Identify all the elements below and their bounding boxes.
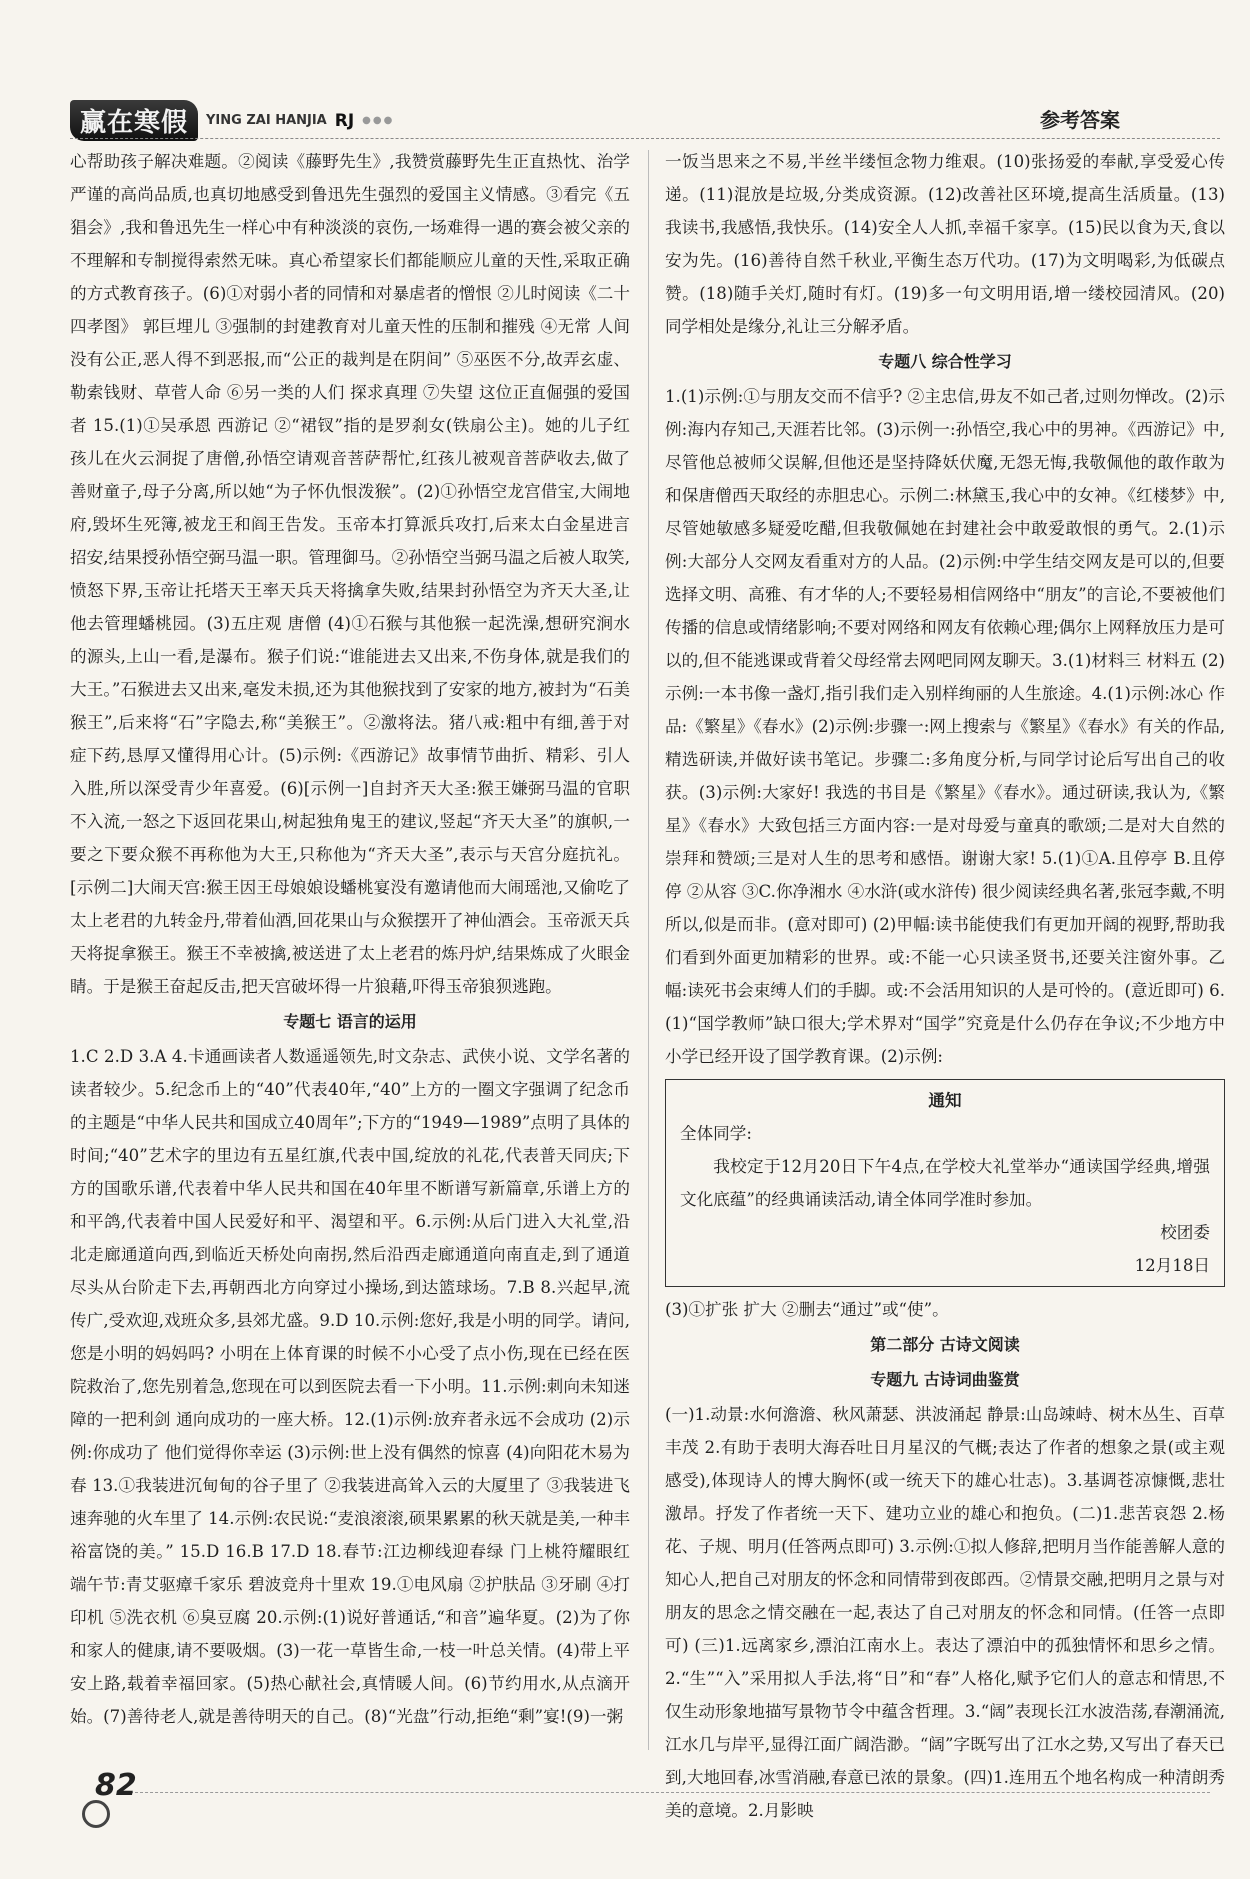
header-rule bbox=[70, 138, 1220, 139]
section-heading: 专题九 古诗词曲鉴赏 bbox=[870, 1370, 1020, 1389]
paragraph: (3)①扩张 扩大 ②删去“通过”或“使”。 bbox=[665, 1300, 949, 1319]
notice-signer: 校团委 bbox=[1160, 1223, 1210, 1242]
paragraph: 心帮助孩子解决难题。②阅读《藤野先生》,我赞赏藤野先生正直热忱、治学严谨的高尚品质,也真切地感受到鲁迅先生强烈的爱国主义情感。③看完《五猖会》,我和鲁迅先生一样心中有种淡淡的哀伤,一场难得一遇的赛会被父亲的不理解和专制搅得索然无味。真心希望家长们都能顺应儿童的天性,采取正确的方式教育孩子。(6)①对弱小者的同情和对暴虐者的憎恨 ②儿时阅读《二十四孝图》 郭巨埋儿 ③强制的封建教育对儿童天性的压制和摧残 ④无常 人间没有公正,恶人得不到恶报,而“公正的裁判是在阴间” ⑤巫医不分,故弄玄虚、勒索钱财、草菅人命 ⑥另一类的人们 探求真理 ⑦失望 这位正直倔强的爱国者 15.(1)①吴承恩 西游记 ②“裙钗”指的是罗刹女(铁扇公主)。她的儿子红孩儿在火云洞捉了唐僧,孙悟空请观音菩萨帮忙,红孩儿被观音菩萨收去,做了善财童子,母子分离,所以她“为子怀仇恨泼猴”。(2)①孙悟空龙宫借宝,大闹地府,毁坏生死簿,被龙王和阎王告发。玉帝本打算派兵攻打,后来太白金星进言招安,结果授孙悟空弼马温一职。管理御马。②孙悟空当弼马温之后被人取笑,愤怒下界,玉帝让托塔天王率天兵天将擒拿失败,结果封孙悟空为齐天大圣,让他去管理蟠桃园。(3)五庄观 唐僧 (4)①石猴与其他猴一起洗澡,想研究涧水的源头,上山一看,是瀑布。猴子们说:“谁能进去又出来,不伤身体,就是我们的大王。”石猴进去又出来,毫发未损,还为其他猴找到了安家的地方,被封为“石美猴王”,后来将“石”字隐去,称“美猴王”。②激将法。猪八戒:粗中有细,善于对症下药,恳厚又懂得用心计。(5)示例:《西游记》故事情节曲折、精彩、引人入胜,所以深受青少年喜爱。(6)[示例一]自封齐天大圣:猴王嫌弼马温的官职不入流,一怒之下返回花果山,树起独角鬼王的建议,竖起“齐天大圣”的旗帜,一要之下要众猴不再称他为大王,只称他为“齐天大圣”,表示与天宫分庭抗礼。[示例二]大闹天宫:猴王因王母娘娘设蟠桃宴没有邀请他而大闹瑶池,又偷吃了太上老君的九转金丹,带着仙酒,回花果山与众猴摆开了神仙酒会。玉帝派天兵天将捉拿猴王。猴王不幸被擒,被送进了太上老君的炼丹炉,结果炼成了火眼金睛。于是猴王奋起反击,把天宫破坏得一片狼藉,吓得玉帝狼狈逃跑。 bbox=[70, 152, 630, 996]
section-heading: 专题七 语言的运用 bbox=[283, 1012, 417, 1031]
notice-date: 12月18日 bbox=[1134, 1256, 1210, 1275]
page-header bbox=[70, 100, 1220, 140]
paragraph: 一饭当思来之不易,半丝半缕恒念物力维艰。(10)张扬爱的奉献,享受爱心传递。(11)混放是垃圾,分类成资源。(12)改善社区环境,提高生活质量。(13)我读书,我感悟,我快乐。(14)安全人人抓,幸福千家享。(15)民以食为天,食以安为先。(16)善待自然千秋业,平衡生态万代功。(17)为文明喝彩,为低碳点赞。(18)随手关灯,随时有灯。(19)多一句文明用语,增一缕校园清风。(20)同学相处是缘分,礼让三分解矛盾。 bbox=[665, 152, 1225, 336]
notice-body: 我校定于12月20日下午4点,在学校大礼堂举办“通读国学经典,增强文化底蕴”的经典诵读活动,请全体同学准时参加。 bbox=[680, 1157, 1210, 1209]
brand-logo bbox=[70, 100, 394, 141]
footer-rule bbox=[130, 1792, 1210, 1793]
page-number: 82 bbox=[95, 1768, 137, 1803]
column-divider bbox=[648, 150, 649, 1750]
logo-pinyin: YING ZAI HANJIA bbox=[206, 113, 327, 128]
paragraph: 1.(1)示例:①与朋友交而不信乎? ②主忠信,毋友不如己者,过则勿惮改。(2)示例:海内存知己,天涯若比邻。(3)示例一:孙悟空,我心中的男神。《西游记》中,尽管他总被师父误解,但他还是坚持降妖伏魔,无怨无悔,我敬佩他的敢作敢为和保唐僧西天取经的赤胆忠心。示例二:林黛玉,我心中的女神。《红楼梦》中,尽管她敏感多疑爱吃醋,但我敬佩她在封建社会中敢爱敢恨的勇气。2.(1)示例:大部分人交网友看重对方的人品。(2)示例:中学生结交网友是可以的,但要选择文明、高雅、有才华的人;不要轻易相信网络中“朋友”的言论,不要被他们传播的信息或情绪影响;不要对网络和网友有依赖心理;偶尔上网释放压力是可以的,但不能逃课或背着父母经常去网吧同网友聊天。3.(1)材料三 材料五 (2)示例:一本书像一盏灯,指引我们走入别样绚丽的人生旅途。4.(1)示例:冰心 作品:《繁星》《春水》(2)示例:步骤一:网上搜索与《繁星》《春水》有关的作品,精选研读,并做好读书笔记。步骤二:多角度分析,与同学讨论后写出自己的收获。(3)示例:大家好! 我选的书目是《繁星》《春水》。通过研读,我认为,《繁星》《春水》大致包括三方面内容:一是对母爱与童真的歌颂;二是对大自然的崇拜和赞颂;三是对人生的思考和感悟。谢谢大家! 5.(1)①A.且停亭 B.且停停 ②从容 ③C.你净湘水 ④水浒(或水浒传) 很少阅读经典名著,张冠李戴,不明所以,似是而非。(意对即可) (2)甲幅:读书能使我们有更加开阔的视野,帮助我们看到外面更加精彩的世界。或:不能一心只读圣贤书,还要关注窗外事。乙幅:读死书会束缚人们的手脚。或:不会活用知识的人是可怜的。(意近即可) 6.(1)“国学教师”缺口很大;学术界对“国学”究竟是什么仍存在争议;不少地方中小学已经开设了国学教育课。(2)示例: bbox=[665, 387, 1225, 1066]
notice-title: 通知 bbox=[928, 1091, 962, 1110]
notice-box bbox=[665, 1079, 1225, 1287]
part-heading: 第二部分 古诗文阅读 bbox=[870, 1335, 1020, 1354]
magnifier-icon bbox=[82, 1800, 110, 1828]
section-title: 参考答案 bbox=[1040, 108, 1120, 132]
dots-icon: ●●● bbox=[362, 115, 395, 126]
paragraph: (一)1.动景:水何澹澹、秋风萧瑟、洪波涌起 静景:山岛竦峙、树木丛生、百草丰茂 2.有助于表明大海吞吐日月星汉的气概;表达了作者的想象之景(或主观感受),体现诗人的博大胸怀(或一统天下的雄心壮志)。3.基调苍凉慷慨,悲壮激昂。抒发了作者统一天下、建功立业的雄心和抱负。(二)1.悲苦哀怨 2.杨花、子规、明月(任答两点即可) 3.示例:①拟人修辞,把明月当作能善解人意的知心人,把自己对朋友的怀念和同情带到夜郎西。②情景交融,把明月之景与对朋友的思念之情交融在一起,表达了自己对朋友的怀念和同情。(任答一点即可) (三)1.远离家乡,漂泊江南水上。表达了漂泊中的孤独情怀和思乡之情。2.“生”“入”采用拟人手法,将“日”和“春”人格化,赋予它们人的意志和情思,不仅生动形象地描写景物节令中蕴含哲理。3.“阔”表现长江水波浩荡,春潮涌流,江水几与岸平,显得江面广阔浩渺。“阔”字既写出了江水之势,又写出了春天已到,大地回春,冰雪消融,春意已浓的景象。(四)1.连用五个地名构成一种清朗秀美的意境。2.月影映 bbox=[665, 1405, 1225, 1820]
right-column bbox=[665, 145, 1225, 1827]
section-heading: 专题八 综合性学习 bbox=[878, 352, 1012, 371]
edition-code: RJ bbox=[334, 110, 355, 131]
left-column bbox=[70, 145, 630, 1733]
notice-greeting: 全体同学: bbox=[680, 1124, 752, 1143]
paragraph: 1.C 2.D 3.A 4.卡通画读者人数遥遥领先,时文杂志、武侠小说、文学名著的读者较少。5.纪念币上的“40”代表40年,“40”上方的一圈文字强调了纪念币的主题是“中华人民共和国成立40周年”;下方的“1949—1989”点明了具体的时间;“40”艺术字的里边有五星红旗,代表中国,绽放的礼花,代表普天同庆;下方的国歌乐谱,代表着中华人民共和国在40年里不断谱写新篇章,乐谱上方的和平鸽,代表着中国人民爱好和平、渴望和平。6.示例:从后门进入大礼堂,沿北走廊通道向西,到临近天桥处向南拐,然后沿西走廊通道向南直走,到了通道尽头从台阶走下去,再朝西北方向穿过小操场,到达篮球场。7.B 8.兴起早,流传广,受欢迎,戏班众多,县郊尤盛。9.D 10.示例:您好,我是小明的同学。请问,您是小明的妈妈吗? 小明在上体育课的时候不小心受了点小伤,现在已经在医院救治了,您先别着急,您现在可以到医院去看一下小明。11.示例:刺向未知迷障的一把利剑 通向成功的一座大桥。12.(1)示例:放弃者永远不会成功 (2)示例:你成功了 他们觉得你幸运 (3)示例:世上没有偶然的惊喜 (4)向阳花木易为春 13.①我装进沉甸甸的谷子里了 ②我装进高耸入云的大厦里了 ③我装进飞速奔驰的火车里了 14.示例:农民说:“麦浪滚滚,硕果累累的秋天就是美,一种丰裕富饶的美。” 15.D 16.B 17.D 18.春节:江边柳线迎春绿 门上桃符耀眼红 端午节:青艾驱瘴千家乐 碧波竞舟十里欢 19.①电风扇 ②护肤品 ③牙刷 ④打印机 ⑤洗衣机 ⑥臭豆腐 20.示例:(1)说好普通话,“和音”遍华夏。(2)为了你和家人的健康,请不要吸烟。(3)一花一草皆生命,一枝一叶总关情。(4)带上平安上路,载着幸福回家。(5)热心献社会,真情暖人间。(6)节约用水,从点滴开始。(7)善待老人,就是善待明天的自己。(8)“光盘”行动,拒绝“剩”宴!(9)一粥 bbox=[70, 1047, 630, 1726]
logo-title: 赢在寒假 bbox=[70, 100, 198, 141]
